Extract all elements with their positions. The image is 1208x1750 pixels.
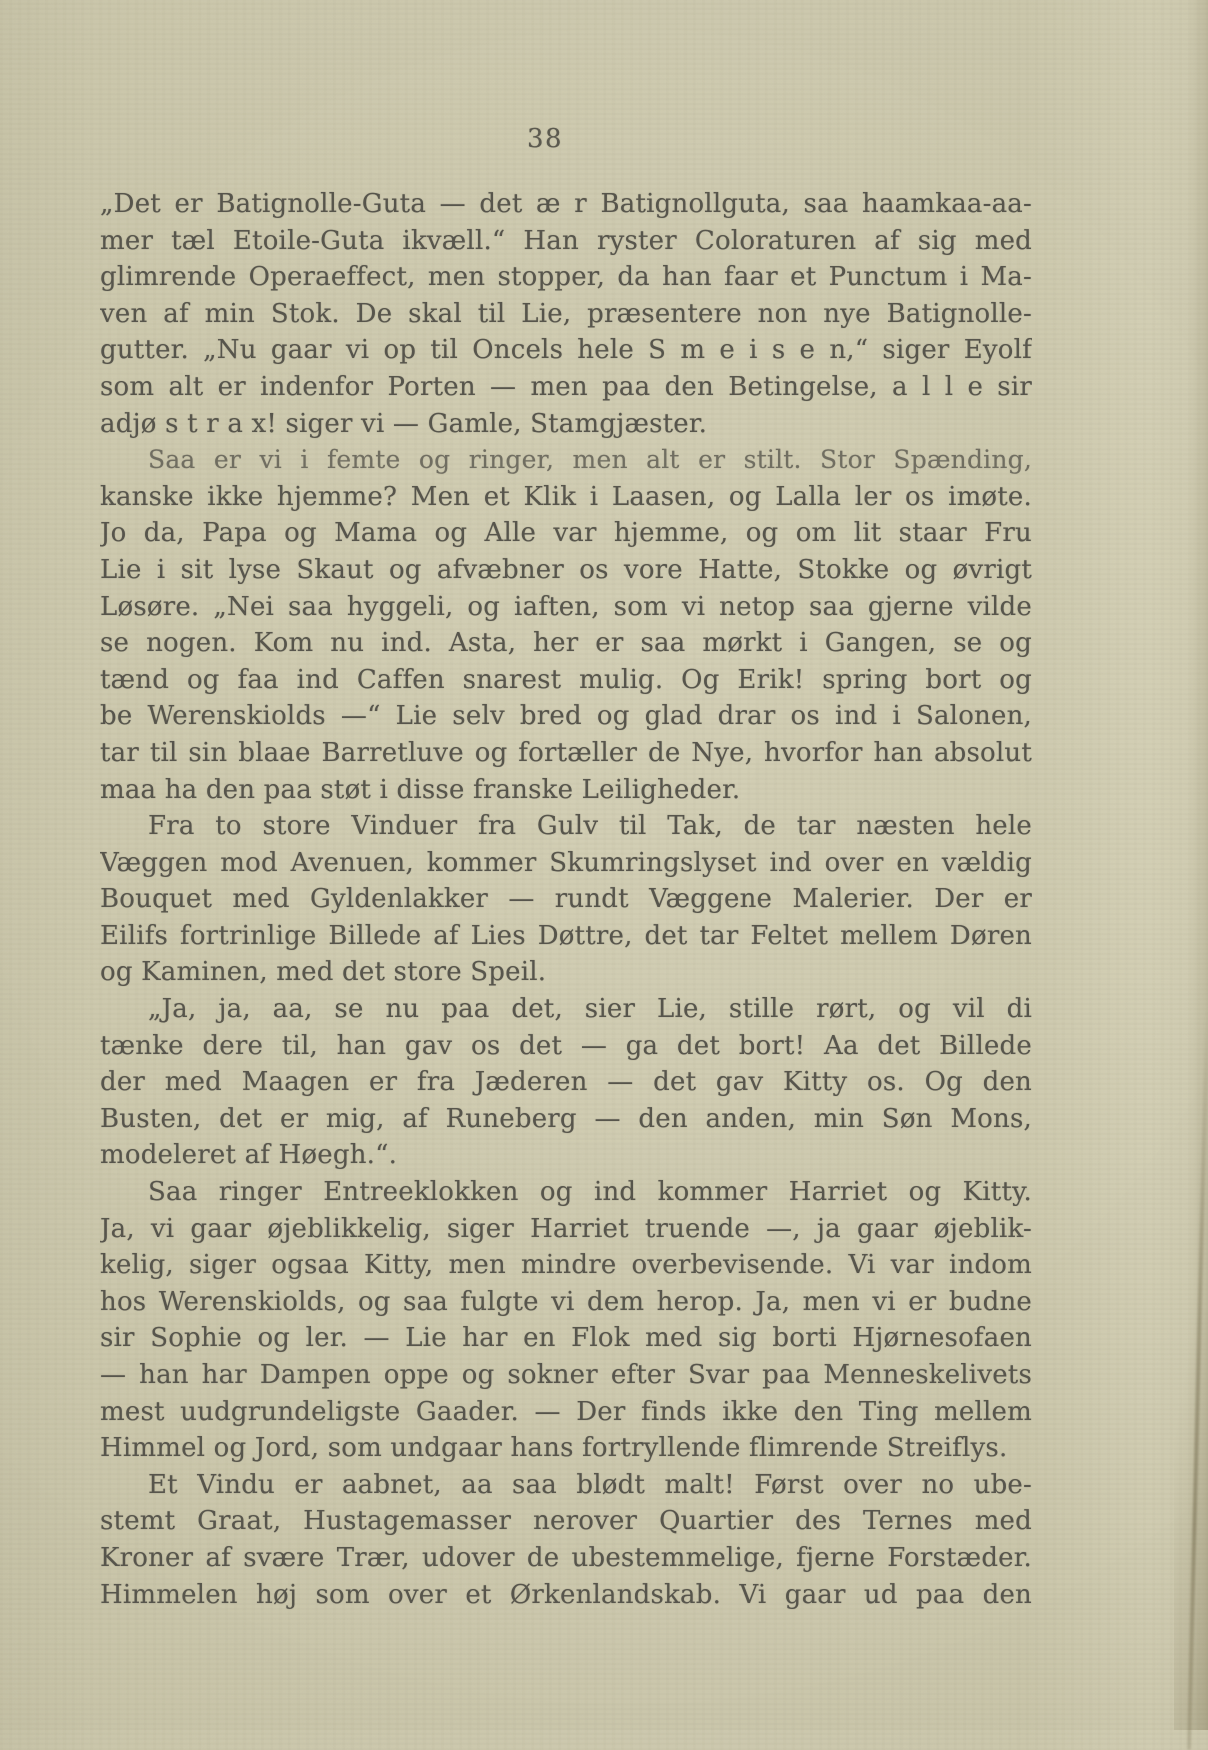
- text-line: sir Sophie og ler. — Lie har en Flok med sig borti Hjørnesofaen: [100, 1323, 1032, 1354]
- text-line: mest uudgrundeligste Gaader. — Der finds ikke den Ting mellem: [100, 1396, 1032, 1427]
- text-line: Eilifs fortrinlige Billede af Lies Døttre, det tar Feltet mellem Døren: [100, 920, 1032, 951]
- text-line: Ja, vi gaar øjeblikkelig, siger Harriet truende —, ja gaar øjeblik-: [100, 1213, 1032, 1244]
- text-line: kelig, siger ogsaa Kitty, men mindre overbevisende. Vi var indom: [100, 1250, 1032, 1281]
- text-line: stemt Graat, Hustagemasser nerover Quartier des Ternes med: [100, 1506, 1032, 1537]
- page-text: [100, 186, 1032, 1613]
- text-line: der med Maagen er fra Jæderen — det gav Kitty os. Og den: [100, 1067, 1032, 1098]
- paragraph: [100, 186, 1032, 442]
- paragraph: [100, 1174, 1032, 1467]
- text-line: og Kaminen, med det store Speil.: [100, 957, 547, 988]
- text-line: modeleret af Høegh.“.: [100, 1140, 398, 1171]
- text-line: Saa er vi i femte og ringer, men alt er stilt. Stor Spænding,: [148, 445, 1032, 475]
- page-corner-shadow: [1174, 1310, 1208, 1730]
- text-line: Saa ringer Entreeklokken og ind kommer Harriet og Kitty.: [148, 1177, 1032, 1208]
- text-line: adjø s t r a x! siger vi — Gamle, Stamgjæster.: [100, 408, 708, 439]
- text-line: ven af min Stok. De skal til Lie, præsentere non nye Batignolle-: [100, 298, 1032, 329]
- paragraph: [100, 808, 1032, 991]
- text-line: tænd og faa ind Caffen snarest mulig. Og Erik! spring bort og: [100, 664, 1032, 695]
- text-line: glimrende Operaeffect, men stopper, da han faar et Punctum i Ma-: [100, 262, 1032, 293]
- text-line: Bouquet med Gyldenlakker — rundt Væggene Malerier. Der er: [100, 884, 1032, 915]
- text-line: Busten, det er mig, af Runeberg — den anden, min Søn Mons,: [100, 1103, 1032, 1134]
- text-line: Himmel og Jord, som undgaar hans fortryllende flimrende Streiflys.: [100, 1433, 1008, 1464]
- page-number: 38: [526, 124, 564, 154]
- text-line: Himmelen høj som over et Ørkenlandskab. Vi gaar ud paa den: [100, 1579, 1032, 1610]
- paragraph: [100, 442, 1032, 808]
- text-line: be Werenskiolds —“ Lie selv bred og glad drar os ind i Salonen,: [100, 701, 1032, 732]
- text-line: se nogen. Kom nu ind. Asta, her er saa mørkt i Gangen, se og: [100, 628, 1032, 659]
- text-line: hos Werenskiolds, og saa fulgte vi dem herop. Ja, men vi er budne: [100, 1286, 1032, 1317]
- text-line: tar til sin blaae Barretluve og fortæller de Nye, hvorfor han absolut: [100, 737, 1032, 768]
- text-line: tænke dere til, han gav os det — ga det bort! Aa det Billede: [100, 1030, 1032, 1061]
- text-line: maa ha den paa støt i disse franske Leiligheder.: [100, 774, 741, 805]
- text-line: Løsøre. „Nei saa hyggeli, og iaften, som vi netop saa gjerne vilde: [100, 591, 1032, 622]
- text-line: Fra to store Vinduer fra Gulv til Tak, de tar næsten hele: [148, 811, 1032, 842]
- text-line: Et Vindu er aabnet, aa saa blødt malt! Først over no ube-: [148, 1469, 1032, 1500]
- paragraph: [100, 991, 1032, 1174]
- text-line: „Ja, ja, aa, se nu paa det, sier Lie, stille rørt, og vil di: [148, 994, 1032, 1025]
- text-line: kanske ikke hjemme? Men et Klik i Laasen, og Lalla ler os imøte.: [100, 481, 1032, 512]
- text-line: — han har Dampen oppe og sokner efter Svar paa Menneskelivets: [100, 1360, 1032, 1390]
- text-line: Lie i sit lyse Skaut og afvæbner os vore Hatte, Stokke og øvrigt: [100, 554, 1032, 585]
- text-line: „Det er Batignolle-Guta — det æ r Batignollguta, saa haamkaa-aa-: [100, 189, 1032, 219]
- paragraph: [100, 1467, 1032, 1613]
- text-line: gutter. „Nu gaar vi op til Oncels hele S m e i s e n,“ siger Eyolf: [100, 335, 1032, 366]
- text-line: Kroner af svære Trær, udover de ubestemmelige, fjerne Forstæder.: [100, 1542, 1032, 1573]
- text-line: mer tæl Etoile-Guta ikvæll.“ Han ryster Coloraturen af sig med: [100, 225, 1032, 256]
- text-line: som alt er indenfor Porten — men paa den Betingelse, a l l e sir: [100, 371, 1032, 402]
- text-line: Væggen mod Avenuen, kommer Skumringslyset ind over en vældig: [100, 847, 1032, 878]
- text-line: Jo da, Papa og Mama og Alle var hjemme, og om lit staar Fru: [100, 518, 1032, 549]
